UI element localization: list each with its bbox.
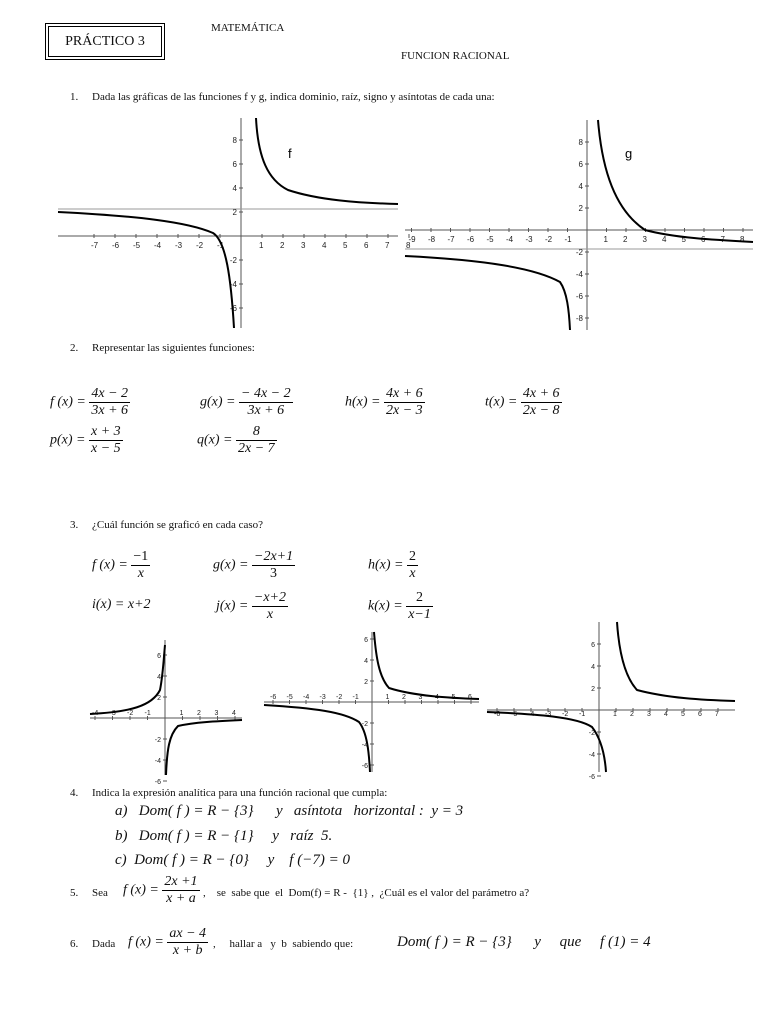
- q2-q-num: 8: [236, 424, 277, 441]
- q3-g-num: −2x+1: [254, 549, 294, 564]
- graph-f: [58, 118, 411, 328]
- graph-f-left-branch: [58, 212, 234, 328]
- q3-k-name: k(x) =: [368, 598, 403, 614]
- g1-yticks-label: -4: [154, 758, 161, 765]
- g3-xticks-label: -4: [528, 711, 535, 718]
- f-yticks-label: 6: [232, 160, 237, 169]
- q4-a: a) Dom( f ) = R − {3} y asíntota horizontal : y = 3: [115, 803, 464, 819]
- q3-f-expr: [92, 549, 150, 582]
- f-xticks-label: 1: [259, 241, 264, 250]
- g2-xticks-label: 3: [418, 694, 423, 701]
- graph-f-label: f: [288, 146, 292, 161]
- q4-c: c) Dom( f ) = R − {0} y f (−7) = 0: [115, 852, 350, 868]
- g-xticks-label: 4: [662, 235, 667, 244]
- g3-yticks-label: -6: [588, 774, 595, 781]
- graph-2-right-branch: [374, 632, 479, 699]
- q5-pre: Sea: [92, 887, 108, 899]
- graph-1-right-branch: [166, 720, 242, 775]
- g2-xticks-label: -4: [303, 694, 310, 701]
- f-yticks-label: -4: [229, 280, 237, 289]
- g1-xticks-label: 3: [214, 710, 219, 717]
- g1-xticks-label: -3: [109, 710, 116, 717]
- q2-t-expr: [485, 386, 562, 419]
- g3-yticks-label: 4: [591, 664, 595, 671]
- graph-g: [405, 120, 753, 330]
- g3-yticks-label: 2: [591, 686, 595, 693]
- q3-i-expr: i(x) = x+2: [92, 597, 151, 612]
- g-xticks-label: -4: [506, 235, 514, 244]
- g2-yticks-label: 4: [364, 658, 368, 665]
- q3-g-den: 3: [270, 566, 278, 581]
- g1-xticks-label: 4: [232, 710, 236, 717]
- g1-xticks-label: -4: [92, 710, 99, 717]
- q3-text: ¿Cuál función se graficó en cada caso?: [92, 519, 264, 531]
- g2-xticks-label: 2: [402, 694, 406, 701]
- g-xticks-label: 5: [681, 235, 686, 244]
- q2-t-name: t(x) =: [485, 394, 518, 410]
- q3-j-name: j(x) =: [216, 598, 249, 614]
- practico-inner-box: [48, 26, 162, 57]
- q2-h-den: 2x − 3: [386, 403, 423, 418]
- q2-q-name: q(x) =: [197, 432, 233, 448]
- graph-g-left-branch: [405, 256, 570, 330]
- g2-yticks-label: -4: [361, 742, 368, 749]
- q2-h-num: 4x + 6: [386, 386, 423, 401]
- q2-g-expr: [200, 386, 293, 419]
- q2-h-name: h(x) =: [345, 394, 381, 410]
- g3-yticks-label: -2: [588, 730, 595, 737]
- graph-2-left-branch: [264, 705, 370, 772]
- g-xticks-label: -9: [408, 235, 416, 244]
- f-xticks-label: -7: [91, 241, 99, 250]
- q2-number: 2.: [70, 342, 79, 354]
- g-xticks-label: -7: [447, 235, 455, 244]
- f-xticks-label: -4: [154, 241, 162, 250]
- g3-xticks-label: -3: [545, 711, 552, 718]
- g2-xticks-label: 5: [451, 694, 456, 701]
- g-xticks-label: -3: [525, 235, 533, 244]
- g1-yticks-label: -2: [154, 737, 161, 744]
- q2-p-den: x − 5: [91, 441, 121, 456]
- f-xticks-label: 2: [280, 241, 285, 250]
- g-xticks-label: -1: [564, 235, 572, 244]
- g3-xticks-label: 2: [630, 711, 634, 718]
- q2-h-expr: [345, 386, 425, 419]
- g2-xticks-label: 6: [468, 694, 472, 701]
- subject-title: MATEMÁTICA: [211, 22, 285, 34]
- q1-text: Dada las gráficas de las funciones f y g, indica dominio, raíz, signo y asíntotas de cada una:: [92, 91, 495, 103]
- g3-xticks-label: -2: [562, 711, 569, 718]
- g1-xticks-label: -2: [127, 710, 134, 717]
- g2-yticks-label: -6: [361, 763, 368, 770]
- q3-number: 3.: [70, 519, 79, 531]
- q6-f-den: x + b: [172, 943, 203, 958]
- q3-f-num: −1: [133, 549, 149, 564]
- q2-q-den: 2x − 7: [238, 441, 275, 456]
- g1-xticks-label: 1: [179, 710, 184, 717]
- q6-condition: Dom( f ) = R − {3} y que f (1) = 4: [397, 934, 651, 950]
- topic-title: FUNCION RACIONAL: [401, 50, 510, 62]
- q2-p-name: p(x) =: [50, 432, 86, 448]
- g2-yticks-label: 2: [364, 679, 368, 686]
- q2-f-name: f (x) =: [50, 394, 86, 410]
- g1-yticks-label: 4: [157, 674, 161, 681]
- f-yticks-label: -2: [229, 256, 237, 265]
- q2-text: Representar las siguientes funciones:: [92, 342, 255, 354]
- g-xticks-label: -6: [467, 235, 475, 244]
- g3-yticks-label: 6: [591, 642, 595, 649]
- f-xticks-label: -1: [217, 241, 225, 250]
- g-xticks-label: 3: [642, 235, 647, 244]
- graph-1-left-branch: [90, 645, 165, 714]
- q3-j-den: x: [266, 607, 274, 622]
- g-yticks-label: 8: [578, 138, 583, 147]
- q2-p-num: x + 3: [91, 424, 121, 439]
- g2-xticks-label: -3: [319, 694, 326, 701]
- practico-box: [45, 23, 165, 60]
- q3-j-expr: [216, 590, 288, 623]
- f-xticks-label: -2: [196, 241, 204, 250]
- g-yticks-label: -4: [575, 270, 583, 279]
- g-yticks-label: 2: [578, 204, 583, 213]
- q5-number: 5.: [70, 887, 79, 899]
- f-xticks-label: 3: [301, 241, 306, 250]
- g2-xticks-label: -5: [286, 694, 293, 701]
- q6-text: , hallar a y b sabiendo que:: [213, 938, 354, 950]
- q2-p-expr: [50, 424, 123, 457]
- g3-xticks-label: 7: [715, 711, 719, 718]
- f-xticks-label: 6: [364, 241, 369, 250]
- graph-3-left-branch: [487, 712, 606, 772]
- f-yticks-label: 8: [232, 136, 237, 145]
- g2-xticks-label: -2: [336, 694, 343, 701]
- q3-j-num: −x+2: [253, 590, 286, 605]
- g2-yticks-label: 6: [364, 637, 368, 644]
- g-xticks-label: 6: [701, 235, 706, 244]
- q2-t-num: 4x + 6: [522, 386, 560, 401]
- g1-xticks-label: 2: [197, 710, 201, 717]
- g2-xticks-label: 1: [385, 694, 390, 701]
- q5-f-den: x + a: [166, 891, 196, 906]
- q3-g-name: g(x) =: [213, 557, 249, 573]
- g-xticks-label: 8: [740, 235, 745, 244]
- q3-h-num: 2: [409, 549, 416, 564]
- f-xticks-label: 4: [322, 241, 327, 250]
- graph-1: [90, 640, 242, 786]
- g1-yticks-label: 6: [157, 653, 161, 660]
- f-yticks-label: 2: [232, 208, 237, 217]
- g3-xticks-label: 3: [647, 711, 651, 718]
- q6-pre: Dada: [92, 938, 116, 950]
- g3-xticks-label: -1: [579, 711, 586, 718]
- q5-f-name: f (x) =: [123, 882, 159, 898]
- f-xticks-label: -5: [133, 241, 141, 250]
- f-xticks-label: -3: [175, 241, 183, 250]
- f-yticks-label: 4: [232, 184, 237, 193]
- g-yticks-label: 6: [578, 160, 583, 169]
- q3-h-expr: [368, 549, 418, 582]
- graph-g-right-branch: [598, 120, 753, 242]
- g2-xticks-label: -1: [352, 694, 359, 701]
- g-xticks-label: 2: [623, 235, 628, 244]
- q2-f-den: 3x + 6: [91, 403, 129, 418]
- q6-f-name: f (x) =: [128, 934, 164, 950]
- g1-xticks-label: -1: [144, 710, 151, 717]
- q3-h-name: h(x) =: [368, 557, 404, 573]
- g-yticks-label: 4: [578, 182, 583, 191]
- q5-f-num: 2x +1: [164, 874, 198, 889]
- g-yticks-label: -8: [575, 314, 583, 323]
- q5-text: , se sabe que el Dom(f) = R - {1} , ¿Cuál es el valor del parámetro a?: [203, 887, 530, 899]
- q5-f-expr: [123, 874, 200, 907]
- q4-number: 4.: [70, 787, 79, 799]
- graph-f-right-branch: [256, 118, 398, 204]
- q3-k-num: 2: [406, 590, 433, 607]
- f-xticks-label: -6: [112, 241, 120, 250]
- q6-f-expr: [128, 926, 208, 959]
- g2-xticks-label: 4: [435, 694, 439, 701]
- q2-q-expr: [197, 424, 277, 457]
- q1-number: 1.: [70, 91, 79, 103]
- g2-yticks-label: -2: [361, 721, 368, 728]
- graph-3-right-branch: [617, 622, 735, 701]
- g-yticks-label: -2: [575, 248, 583, 257]
- g3-xticks-label: 4: [664, 711, 668, 718]
- q2-g-den: 3x + 6: [247, 403, 285, 418]
- q2-f-expr: [50, 386, 130, 419]
- q6-number: 6.: [70, 938, 79, 950]
- graph-3: [487, 622, 735, 781]
- f-xticks-label: 7: [385, 241, 390, 250]
- q3-g-expr: [213, 549, 295, 582]
- g-xticks-label: -2: [545, 235, 553, 244]
- q6-f-num: ax − 4: [169, 926, 207, 941]
- f-yticks-label: -6: [229, 304, 237, 313]
- q3-k-expr: [368, 590, 433, 623]
- g-xticks-label: -5: [486, 235, 494, 244]
- q3-f-den: x: [137, 566, 144, 581]
- g2-xticks-label: -6: [270, 694, 277, 701]
- q3-h-den: x: [409, 566, 416, 581]
- q4-b: b) Dom( f ) = R − {1} y raíz 5.: [115, 828, 333, 844]
- g-xticks-label: 7: [720, 235, 725, 244]
- q2-f-num: 4x − 2: [91, 386, 129, 401]
- g-yticks-label: -6: [575, 292, 583, 301]
- g-xticks-label: -8: [428, 235, 436, 244]
- f-xticks-label: 8: [406, 241, 411, 250]
- f-xticks-label: 5: [343, 241, 348, 250]
- graph-2: [264, 632, 479, 772]
- g3-xticks-label: 6: [698, 711, 702, 718]
- g-xticks-label: 1: [603, 235, 608, 244]
- g1-yticks-label: 2: [157, 695, 161, 702]
- q2-t-den: 2x − 8: [522, 403, 560, 418]
- g1-yticks-label: -6: [154, 779, 161, 786]
- practico-title: PRÁCTICO 3: [65, 33, 145, 49]
- graph-g-label: g: [625, 146, 633, 161]
- g3-xticks-label: -5: [511, 711, 518, 718]
- g3-xticks-label: -6: [494, 711, 501, 718]
- q2-g-name: g(x) =: [200, 394, 236, 410]
- q2-g-num: − 4x − 2: [241, 386, 291, 401]
- q3-f-name: f (x) =: [92, 557, 128, 573]
- g3-yticks-label: -4: [588, 752, 595, 759]
- q3-k-den: x−1: [408, 607, 431, 622]
- g3-xticks-label: 5: [681, 711, 685, 718]
- q4-text: Indica la expresión analítica para una función racional que cumpla:: [92, 787, 388, 799]
- g3-xticks-label: 1: [613, 711, 617, 718]
